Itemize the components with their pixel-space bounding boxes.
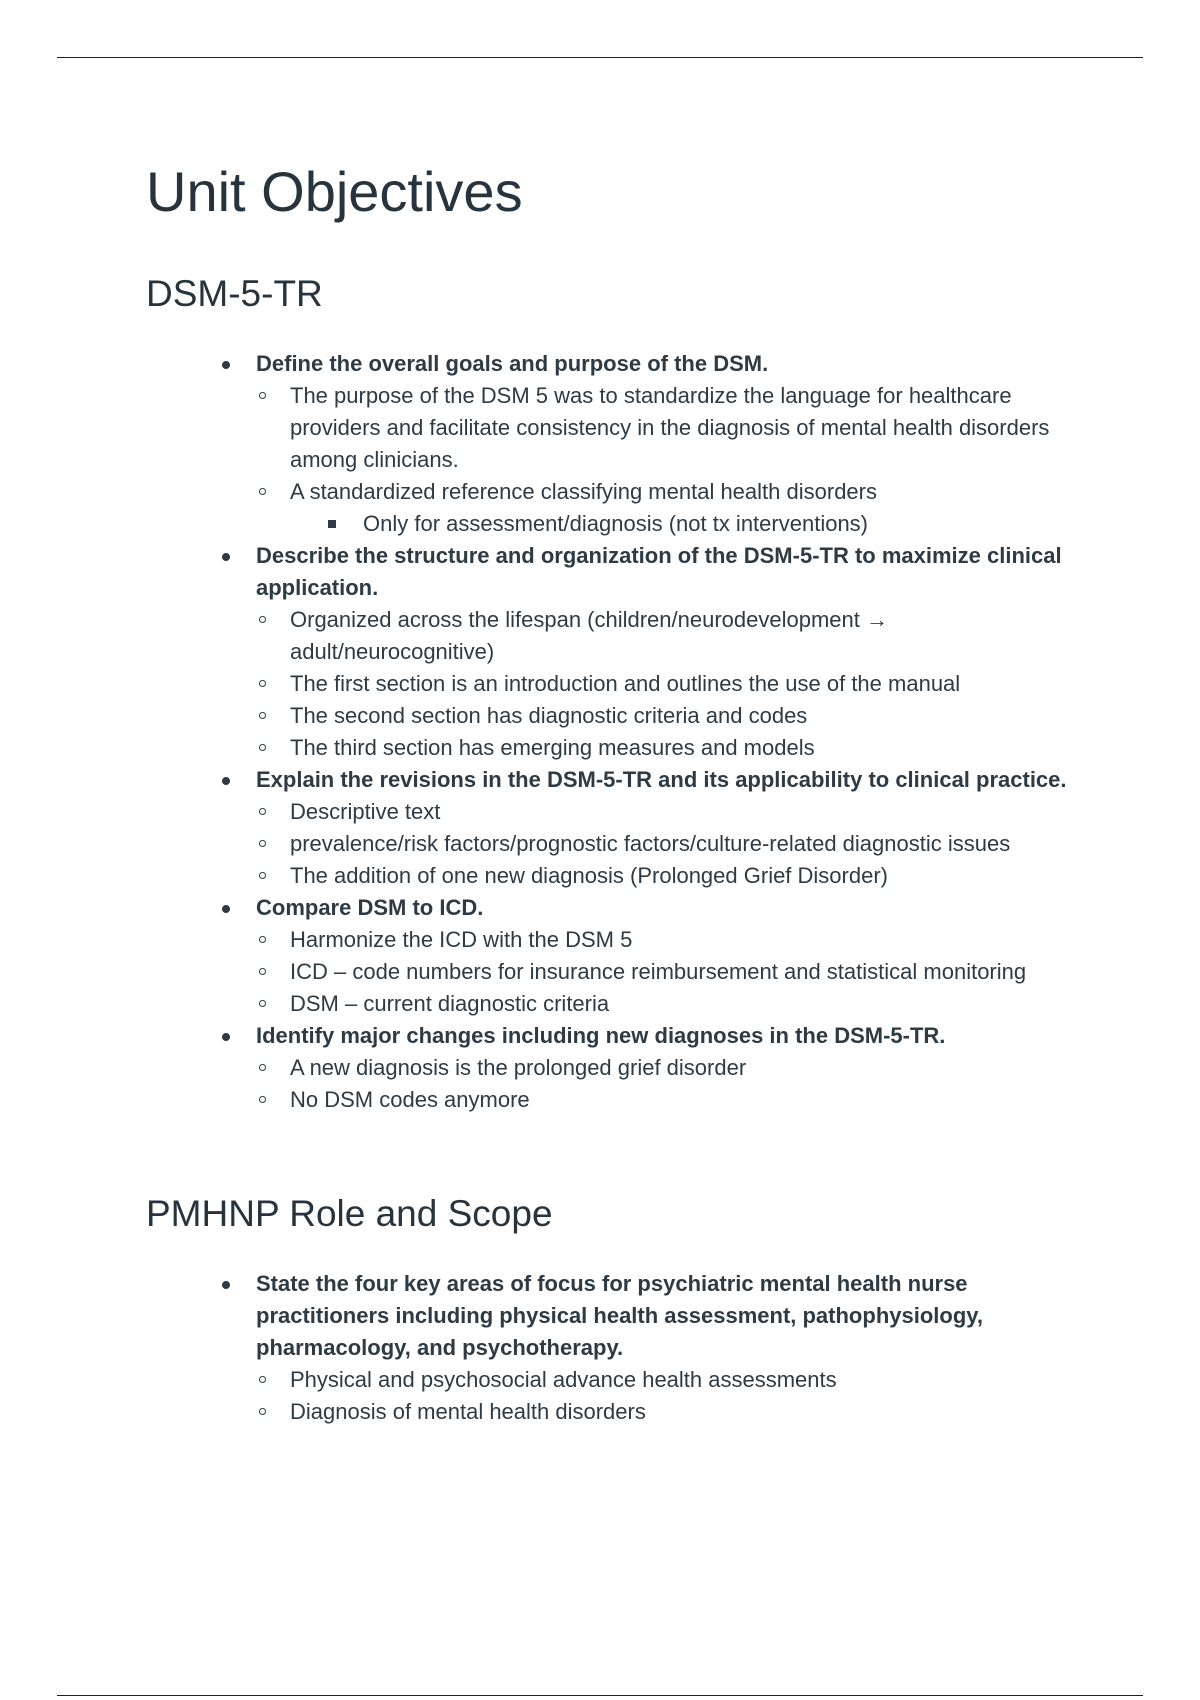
section-heading-dsm: DSM-5-TR [146,273,323,314]
point-text: The third section has emerging measures and models [290,735,815,760]
points-list [290,1052,1096,1116]
objective-item [256,764,1096,892]
objectives-list-dsm [256,348,1096,1116]
objective-text: Identify major changes including new diagnoses in the DSM-5-TR. [256,1023,946,1048]
point-item [290,1396,1096,1428]
objective-text: Compare DSM to ICD. [256,895,484,920]
point-text: A standardized reference classifying mental health disorders [290,479,877,504]
objective-text: Define the overall goals and purpose of the DSM. [256,351,769,376]
point-item [290,1052,1096,1084]
point-item [290,604,1096,668]
subpoints-list [363,508,1096,540]
point-item [290,924,1096,956]
point-text: The purpose of the DSM 5 was to standardize the language for healthcare providers and facilitate consistency in the diagnosis of mental health disorders among clinicians. [290,383,1050,472]
point-text: Descriptive text [290,799,441,824]
objective-item [256,348,1096,540]
point-item [290,476,1096,540]
objectives-list-pmhnp [256,1268,1096,1428]
point-item [290,1364,1096,1396]
objective-text: State the four key areas of focus for psychiatric mental health nurse practitioners including physical health assessment, pathophysiology, pharmacology, and psychotherapy. [256,1271,983,1360]
objective-item [256,1268,1096,1428]
points-list [290,380,1096,540]
point-text: Diagnosis of mental health disorders [290,1399,646,1424]
point-item [290,956,1096,988]
point-item [290,796,1096,828]
point-text: The second section has diagnostic criteria and codes [290,703,808,728]
objective-item [256,1020,1096,1116]
point-item [290,860,1096,892]
page-title: Unit Objectives [146,160,523,223]
objective-text: Explain the revisions in the DSM-5-TR and its applicability to clinical practice. [256,767,1067,792]
point-text: Harmonize the ICD with the DSM 5 [290,927,633,952]
point-text: Organized across the lifespan (children/neurodevelopment → adult/neurocognitive) [290,607,888,664]
point-item [290,380,1096,476]
point-text: The addition of one new diagnosis (Prolonged Grief Disorder) [290,863,888,888]
point-item [290,1084,1096,1116]
point-item [290,732,1096,764]
point-text: No DSM codes anymore [290,1087,530,1112]
point-text: prevalence/risk factors/prognostic factors/culture-related diagnostic issues [290,831,1011,856]
point-text: Physical and psychosocial advance health assessments [290,1367,837,1392]
point-item [290,668,1096,700]
point-item [290,828,1096,860]
point-item [290,988,1096,1020]
subpoint-text: Only for assessment/diagnosis (not tx interventions) [363,511,869,536]
subpoint-item [363,508,1096,540]
point-text: DSM – current diagnostic criteria [290,991,610,1016]
point-item [290,700,1096,732]
point-text: A new diagnosis is the prolonged grief disorder [290,1055,747,1080]
objective-text: Describe the structure and organization of the DSM-5-TR to maximize clinical application. [256,543,1062,600]
objective-item [256,892,1096,1020]
point-text: ICD – code numbers for insurance reimbursement and statistical monitoring [290,959,1027,984]
top-rule [57,57,1143,58]
objective-item [256,540,1096,764]
points-list [290,604,1096,764]
points-list [290,924,1096,1020]
points-list [290,1364,1096,1428]
point-text: The first section is an introduction and outlines the use of the manual [290,671,961,696]
section-heading-pmhnp: PMHNP Role and Scope [146,1193,553,1234]
points-list [290,796,1096,892]
bottom-rule [57,1695,1143,1696]
